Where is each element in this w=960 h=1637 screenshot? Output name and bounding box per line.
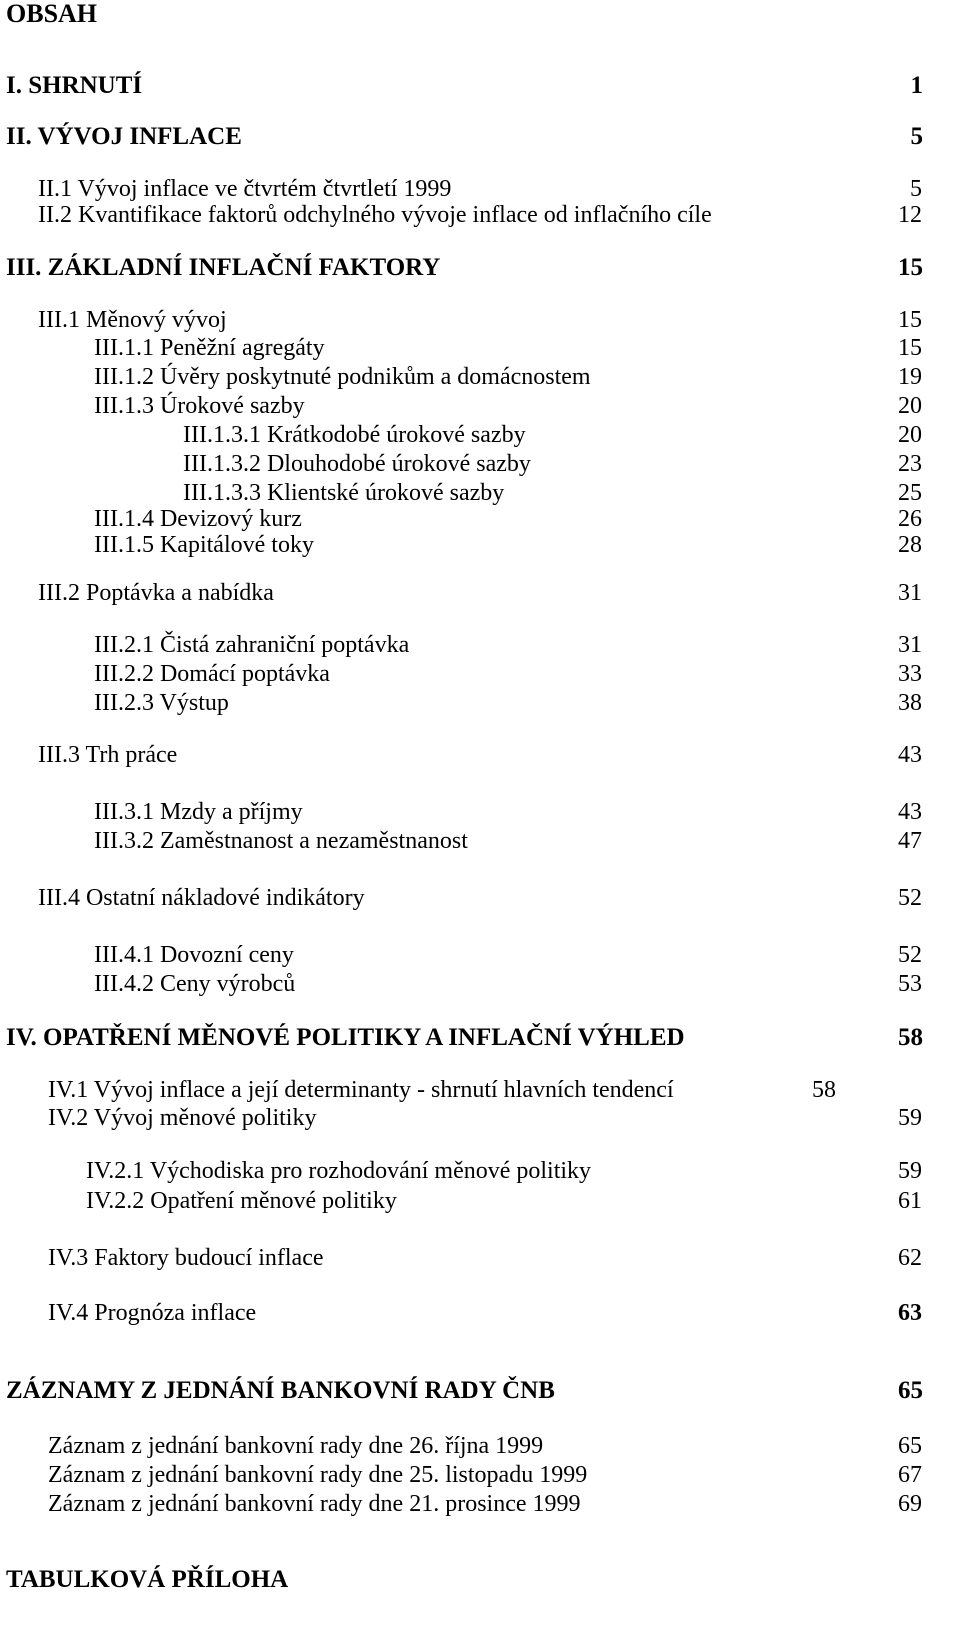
- toc-section-heading[interactable]: [0, 253, 960, 283]
- toc-page-number: 31: [898, 632, 922, 658]
- toc-entry[interactable]: [0, 200, 960, 230]
- toc-entry[interactable]: [0, 630, 960, 660]
- page-title: OBSAH: [6, 0, 98, 28]
- toc-page-number: 26: [898, 506, 922, 532]
- toc-entry[interactable]: [0, 797, 960, 827]
- toc-page-number: 5: [910, 176, 922, 202]
- toc-entry[interactable]: [0, 578, 960, 608]
- toc-page-number: 15: [898, 307, 922, 333]
- toc-page-number: 52: [898, 942, 922, 968]
- toc-page-number: 1: [910, 72, 923, 99]
- toc-entry-label: III.2 Poptávka a nabídka: [38, 580, 274, 606]
- toc-entry-label: III.1 Měnový vývoj: [38, 307, 227, 333]
- toc-page-number: 15: [898, 254, 923, 281]
- toc-page-number: 47: [898, 828, 922, 854]
- toc-entry-label: III.2.3 Výstup: [94, 690, 229, 716]
- toc-entry[interactable]: [0, 1460, 960, 1490]
- toc-entry-label: IV.2.2 Opatření měnové politiky: [86, 1188, 397, 1214]
- toc-page-number: 12: [898, 202, 922, 228]
- toc-entry-label: III.3.2 Zaměstnanost a nezaměstnanost: [94, 828, 468, 854]
- toc-entry[interactable]: [0, 420, 960, 450]
- toc-entry[interactable]: [0, 305, 960, 335]
- toc-page-number: 43: [898, 799, 922, 825]
- toc-entry[interactable]: [0, 1186, 960, 1216]
- toc-entry-label: II.1 Vývoj inflace ve čtvrtém čtvrtletí 1999: [38, 176, 452, 202]
- toc-entry[interactable]: [0, 1156, 960, 1186]
- toc-entry-label: Záznam z jednání bankovní rady dne 26. října 1999: [48, 1433, 544, 1459]
- toc-entry-label: III.4.2 Ceny výrobců: [94, 971, 296, 997]
- toc-entry-label: III.1.3.3 Klientské úrokové sazby: [183, 480, 505, 506]
- toc-page-number: 62: [898, 1245, 922, 1271]
- toc-page-number: 61: [898, 1188, 922, 1214]
- toc-entry[interactable]: [0, 391, 960, 421]
- toc-entry[interactable]: [0, 940, 960, 970]
- toc-page-number: 59: [898, 1105, 922, 1131]
- toc-page-number: 19: [898, 364, 922, 390]
- toc-entry[interactable]: [0, 969, 960, 999]
- toc-page-number: 23: [898, 451, 922, 477]
- toc-page-number: 43: [898, 742, 922, 768]
- toc-entry-label: III.1.3 Úrokové sazby: [94, 393, 305, 419]
- toc-entry-label: III.1.3.2 Dlouhodobé úrokové sazby: [183, 451, 531, 477]
- toc-entry-label: III.1.4 Devizový kurz: [94, 506, 302, 532]
- toc-entry-label: IV.2 Vývoj měnové politiky: [48, 1105, 317, 1131]
- toc-entry-label: IV.4 Prognóza inflace: [48, 1300, 257, 1326]
- toc-page-number: 58: [898, 1024, 923, 1051]
- toc-entry-label: III.2.2 Domácí poptávka: [94, 661, 330, 687]
- toc-entry-label: IV.3 Faktory budoucí inflace: [48, 1245, 324, 1271]
- toc-page-number: 20: [898, 393, 922, 419]
- toc-entry-label: IV.1 Vývoj inflace a její determinanty - shrnutí hlavních tendencí: [48, 1077, 674, 1103]
- toc-entry[interactable]: [0, 826, 960, 856]
- toc-page-number: 58: [812, 1077, 836, 1103]
- toc-entry-label: Záznam z jednání bankovní rady dne 21. prosince 1999: [48, 1491, 581, 1517]
- toc-entry-label: IV.2.1 Východiska pro rozhodování měnové politiky: [86, 1158, 592, 1184]
- toc-page-number: 5: [910, 123, 923, 150]
- toc-entry[interactable]: [0, 530, 960, 560]
- toc-entry[interactable]: [0, 333, 960, 363]
- toc-entry[interactable]: [0, 449, 960, 479]
- toc-section-heading[interactable]: [0, 71, 960, 101]
- toc-entry[interactable]: [0, 1075, 960, 1105]
- toc-page-number: 28: [898, 532, 922, 558]
- toc-entry-label: Záznam z jednání bankovní rady dne 25. listopadu 1999: [48, 1462, 588, 1488]
- toc-page-number: 38: [898, 690, 922, 716]
- toc-entry-label: TABULKOVÁ PŘÍLOHA: [6, 1566, 289, 1593]
- toc-page-number: 20: [898, 422, 922, 448]
- toc-page-number: 65: [898, 1433, 922, 1459]
- toc-entry-label: III.1.2 Úvěry poskytnuté podnikům a domácnostem: [94, 364, 591, 390]
- toc-section-heading[interactable]: [0, 1376, 960, 1406]
- toc-page-number: 63: [898, 1300, 922, 1326]
- toc-entry-label: I. SHRNUTÍ: [6, 72, 143, 99]
- toc-entry[interactable]: [0, 1298, 960, 1328]
- toc-entry-label: IV. OPATŘENÍ MĚNOVÉ POLITIKY A INFLAČNÍ VÝHLED: [6, 1024, 685, 1051]
- toc-entry-label: III.3.1 Mzdy a příjmy: [94, 799, 303, 825]
- toc-page-number: 25: [898, 480, 922, 506]
- toc-entry[interactable]: [0, 659, 960, 689]
- toc-section-heading[interactable]: [0, 122, 960, 152]
- toc-entry-label: ZÁZNAMY Z JEDNÁNÍ BANKOVNÍ RADY ČNB: [6, 1377, 555, 1404]
- toc-page-number: 31: [898, 580, 922, 606]
- toc-page-number: 59: [898, 1158, 922, 1184]
- toc-section-heading[interactable]: [0, 1565, 960, 1595]
- toc-entry-label: II.2 Kvantifikace faktorů odchylného vývoje inflace od inflačního cíle: [38, 202, 712, 228]
- toc-entry-label: III.4.1 Dovozní ceny: [94, 942, 294, 968]
- toc-page-number: 67: [898, 1462, 922, 1488]
- toc-page-number: 52: [898, 885, 922, 911]
- toc-entry-label: III.1.5 Kapitálové toky: [94, 532, 314, 558]
- toc-entry-label: III.2.1 Čistá zahraniční poptávka: [94, 632, 410, 658]
- toc-entry[interactable]: [0, 1431, 960, 1461]
- toc-page-number: 15: [898, 335, 922, 361]
- toc-entry[interactable]: [0, 1243, 960, 1273]
- toc-section-heading[interactable]: [0, 1023, 960, 1053]
- toc-entry-label: III.4 Ostatní nákladové indikátory: [38, 885, 365, 911]
- toc-page-number: 69: [898, 1491, 922, 1517]
- toc-entry[interactable]: [0, 1103, 960, 1133]
- toc-entry[interactable]: [0, 688, 960, 718]
- toc-entry-label: III.3 Trh práce: [38, 742, 178, 768]
- toc-entry-label: III. ZÁKLADNÍ INFLAČNÍ FAKTORY: [6, 254, 441, 281]
- toc-entry[interactable]: [0, 883, 960, 913]
- toc-entry-label: III.1.1 Peněžní agregáty: [94, 335, 325, 361]
- toc-entry-label: II. VÝVOJ INFLACE: [6, 123, 242, 150]
- toc-entry[interactable]: [0, 362, 960, 392]
- toc-page-number: 33: [898, 661, 922, 687]
- toc-entry-label: III.1.3.1 Krátkodobé úrokové sazby: [183, 422, 526, 448]
- toc-entry[interactable]: [0, 1489, 960, 1519]
- toc-entry[interactable]: [0, 740, 960, 770]
- toc-page-number: 65: [898, 1377, 923, 1404]
- toc-page-number: 53: [898, 971, 922, 997]
